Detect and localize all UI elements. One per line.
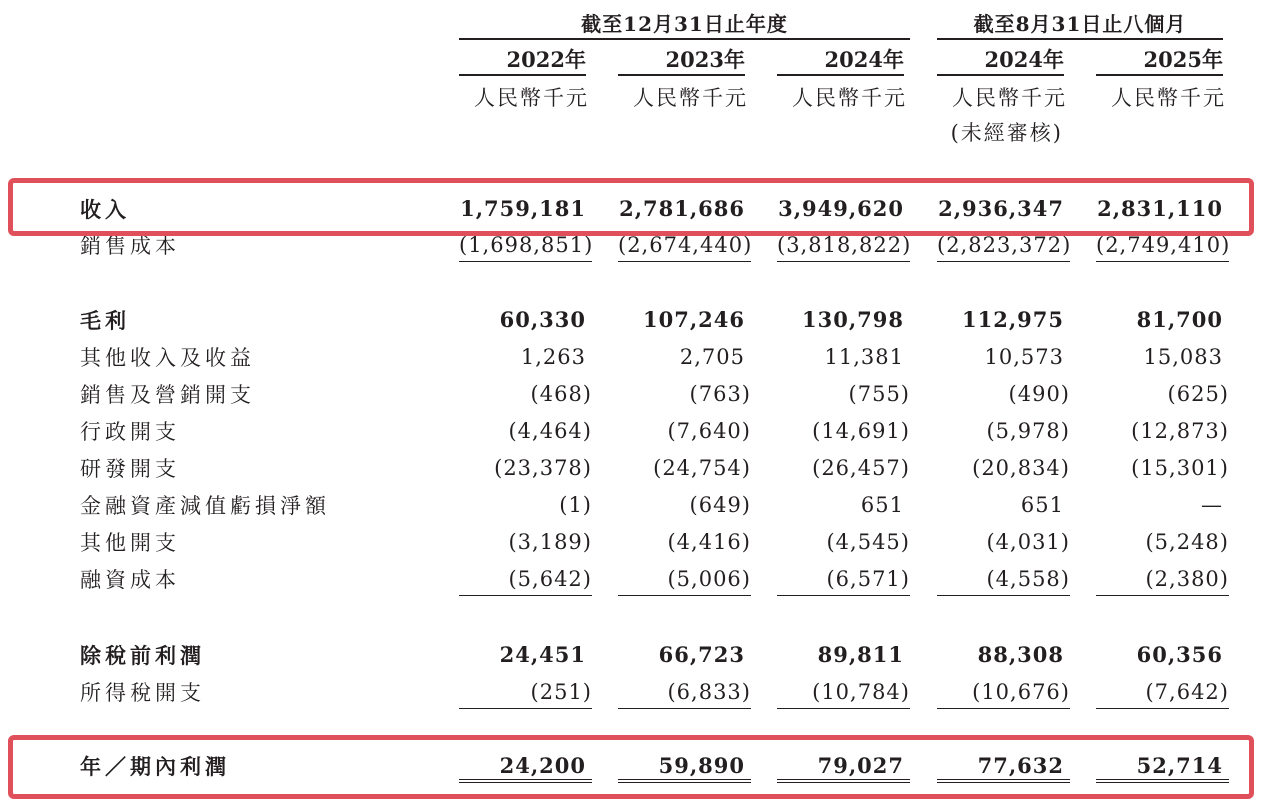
- row-label: 毛利: [80, 308, 130, 333]
- table-row-finance-costs: [0, 562, 1270, 598]
- cell-value: (490): [1008, 382, 1070, 406]
- cell-value: (15,301): [1131, 456, 1229, 480]
- row-label: 除稅前利潤: [80, 643, 205, 668]
- cell-value: 52,714: [1096, 749, 1229, 783]
- column-header-2023: 2023年: [618, 46, 745, 76]
- cell-value: 66,723: [658, 642, 745, 667]
- cell-value: (251): [459, 675, 592, 709]
- table-row-gross-profit: [0, 303, 1270, 339]
- cell-value: 651: [1020, 493, 1064, 517]
- cell-value: 2,705: [679, 345, 745, 369]
- table-row-selling-expenses: [0, 377, 1270, 413]
- row-label: 銷售及營銷開支: [80, 383, 255, 407]
- cell-value: 60,330: [499, 307, 586, 332]
- cell-value: 88,308: [977, 642, 1064, 667]
- cell-value: (2,749,410): [1096, 228, 1229, 262]
- cell-value: (5,248): [1145, 530, 1229, 554]
- cell-value: (4,416): [667, 530, 751, 554]
- cell-value: 2,781,686: [619, 196, 745, 221]
- cell-value: 11,381: [824, 345, 904, 369]
- cell-value: (468): [530, 382, 592, 406]
- cell-value: (649): [689, 493, 751, 517]
- cell-value: (6,833): [618, 675, 751, 709]
- cell-value: 10,573: [984, 345, 1064, 369]
- cell-value: 107,246: [643, 307, 745, 332]
- cell-value: (3,818,822): [777, 228, 910, 262]
- cell-value: 81,700: [1136, 307, 1223, 332]
- row-label: 金融資產減值虧損淨額: [80, 494, 330, 518]
- cell-value: 15,083: [1143, 345, 1223, 369]
- cell-value: (763): [689, 382, 751, 406]
- unaudited-note: (未經審核): [950, 121, 1063, 145]
- row-label: 銷售成本: [80, 234, 180, 258]
- unit-label: 人民幣千元: [474, 86, 589, 110]
- cell-value: (14,691): [812, 419, 910, 443]
- column-header-2025-8m: 2025年: [1096, 46, 1223, 76]
- row-label: 收入: [80, 197, 130, 222]
- cell-value: 1,759,181: [460, 196, 586, 221]
- cell-value: (10,784): [777, 675, 910, 709]
- unit-label: 人民幣千元: [1111, 86, 1226, 110]
- cell-value: 651: [860, 493, 904, 517]
- cell-value: (24,754): [653, 456, 751, 480]
- cell-value: (5,642): [459, 562, 592, 596]
- cell-value: 77,632: [937, 749, 1070, 783]
- table-row-other-expenses: [0, 525, 1270, 561]
- row-label: 其他收入及收益: [80, 346, 255, 370]
- cell-value: (4,545): [826, 530, 910, 554]
- cell-value: 112,975: [962, 307, 1064, 332]
- cell-value: 79,027: [777, 749, 910, 783]
- cell-value: (2,380): [1096, 562, 1229, 596]
- column-header-2022: 2022年: [459, 46, 586, 76]
- cell-value: 3,949,620: [778, 196, 904, 221]
- cell-value: 1,263: [520, 345, 586, 369]
- cell-value: 60,356: [1136, 642, 1223, 667]
- cell-value: —: [1201, 493, 1223, 517]
- cell-value: (3,189): [508, 530, 592, 554]
- row-label: 年／期內利潤: [80, 754, 230, 779]
- table-row-profit-before-tax: [0, 638, 1270, 674]
- row-label: 融資成本: [80, 568, 180, 592]
- cell-value: (755): [848, 382, 910, 406]
- unit-label: 人民幣千元: [952, 86, 1067, 110]
- cell-value: (4,031): [986, 530, 1070, 554]
- cell-value: (2,823,372): [937, 228, 1070, 262]
- table-row-income-tax: [0, 675, 1270, 711]
- table-row-other-income: [0, 340, 1270, 376]
- cell-value: (20,834): [972, 456, 1070, 480]
- highlight-box-revenue: [8, 178, 1254, 236]
- cell-value: (7,642): [1096, 675, 1229, 709]
- cell-value: (4,558): [937, 562, 1070, 596]
- cell-value: (1): [559, 493, 592, 517]
- cell-value: (10,676): [937, 675, 1070, 709]
- cell-value: (5,978): [986, 419, 1070, 443]
- table-row-admin-expenses: [0, 414, 1270, 450]
- column-header-2024-8m: 2024年: [937, 46, 1064, 76]
- cell-value: (625): [1167, 382, 1229, 406]
- cell-value: 24,200: [459, 749, 592, 783]
- table-row-impairment-losses: [0, 488, 1270, 524]
- table-row-rnd-expenses: [0, 451, 1270, 487]
- column-header-2024: 2024年: [777, 46, 904, 76]
- unit-label: 人民幣千元: [633, 86, 748, 110]
- cell-value: 130,798: [802, 307, 904, 332]
- row-label: 研發開支: [80, 457, 180, 481]
- row-label: 所得稅開支: [80, 681, 205, 705]
- cell-value: (12,873): [1131, 419, 1229, 443]
- cell-value: (26,457): [812, 456, 910, 480]
- header-group-years: 截至12月31日止年度: [459, 10, 910, 40]
- cell-value: (7,640): [667, 419, 751, 443]
- cell-value: (5,006): [618, 562, 751, 596]
- cell-value: (6,571): [777, 562, 910, 596]
- row-label: 其他開支: [80, 531, 180, 555]
- highlight-box-profit: [8, 735, 1254, 799]
- cell-value: (2,674,440): [618, 228, 751, 262]
- row-label: 行政開支: [80, 420, 180, 444]
- unit-label: 人民幣千元: [792, 86, 907, 110]
- cell-value: 24,451: [499, 642, 586, 667]
- cell-value: (4,464): [508, 419, 592, 443]
- cell-value: 2,831,110: [1097, 196, 1223, 221]
- cell-value: 59,890: [618, 749, 751, 783]
- cell-value: (1,698,851): [459, 228, 592, 262]
- cell-value: 2,936,347: [938, 196, 1064, 221]
- cell-value: 89,811: [817, 642, 904, 667]
- header-group-months: 截至8月31日止八個月: [937, 10, 1223, 40]
- cell-value: (23,378): [494, 456, 592, 480]
